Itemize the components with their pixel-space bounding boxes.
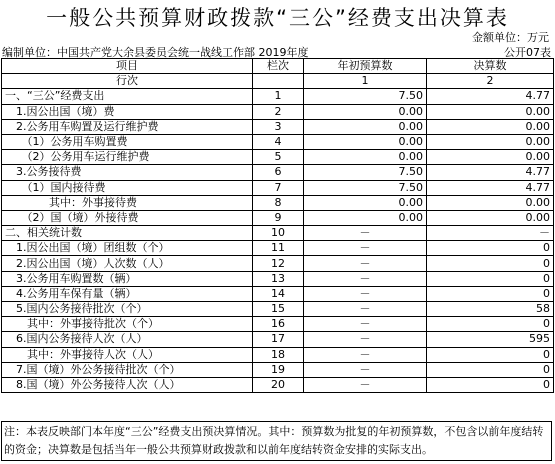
row-budget-cell: －: [304, 302, 427, 317]
row-budget-cell: 7.50: [304, 180, 427, 195]
row-final-cell: 0: [427, 256, 554, 271]
row-item-cell: （2）国（境）外接待费: [2, 210, 253, 225]
row-item-cell: 其中：外事接待费: [2, 195, 253, 210]
row-item-cell: 一、“三公”经费支出: [2, 89, 253, 104]
row-final-cell: 0: [427, 377, 554, 392]
row-final-cell: 0.00: [427, 104, 554, 119]
row-final-cell: 0: [427, 241, 554, 256]
row-final-cell: 0: [427, 347, 554, 362]
row-item-cell: 7.国（境）外公务接待批次（个）: [2, 362, 253, 377]
row-final-cell: 0.00: [427, 210, 554, 225]
row-number-cell: 9: [253, 210, 304, 225]
row-budget-cell: 0.00: [304, 104, 427, 119]
header-final: 决算数: [427, 59, 554, 74]
row-number-cell: 5: [253, 150, 304, 165]
row-item-cell: 1.因公出国（境）团组数（个）: [2, 241, 253, 256]
report-title: 一般公共预算财政拨款“三公”经费支出决算表: [46, 6, 509, 30]
row-item-cell: 5.国内公务接待批次（个）: [2, 302, 253, 317]
row-item-cell: 4.公务用车保有量（辆）: [2, 286, 253, 301]
row-item-cell: 2.因公出国（境）人次数（人）: [2, 256, 253, 271]
row-budget-cell: 0.00: [304, 134, 427, 149]
table-row: [2, 104, 554, 119]
row-number-cell: 6: [253, 165, 304, 180]
expenditure-table: [1, 58, 554, 393]
row-final-cell: 58: [427, 302, 554, 317]
table-row: [2, 332, 554, 347]
row-number-cell: 12: [253, 256, 304, 271]
header-item: 项目: [2, 59, 253, 74]
header-budget-number: 1: [304, 74, 427, 89]
row-budget-cell: 0.00: [304, 119, 427, 134]
header-column-number: 栏次: [253, 59, 304, 74]
table-row: [2, 377, 554, 392]
table-row: [2, 150, 554, 165]
row-final-cell: 595: [427, 332, 554, 347]
table-row: [2, 271, 554, 286]
row-number-cell: 19: [253, 362, 304, 377]
table-row: [2, 302, 554, 317]
row-final-cell: 0: [427, 362, 554, 377]
row-number-cell: 10: [253, 226, 304, 241]
row-item-cell: 2.公务用车购置及运行维护费: [2, 119, 253, 134]
row-item-cell: 8.国（境）外公务接待人次（人）: [2, 377, 253, 392]
row-budget-cell: 0.00: [304, 195, 427, 210]
row-number-cell: 13: [253, 271, 304, 286]
row-budget-cell: －: [304, 362, 427, 377]
row-budget-cell: －: [304, 271, 427, 286]
row-budget-cell: －: [304, 347, 427, 362]
row-number-cell: 2: [253, 104, 304, 119]
row-item-cell: （1）国内接待费: [2, 180, 253, 195]
row-budget-cell: －: [304, 256, 427, 271]
table-row: [2, 317, 554, 332]
row-final-cell: 0.00: [427, 150, 554, 165]
header-final-number: 2: [427, 74, 554, 89]
row-item-cell: （2）公务用车运行维护费: [2, 150, 253, 165]
row-final-cell: 4.77: [427, 165, 554, 180]
table-row: [2, 119, 554, 134]
row-number-cell: 14: [253, 286, 304, 301]
row-number-cell: 16: [253, 317, 304, 332]
row-budget-cell: －: [304, 226, 427, 241]
table-row: [2, 180, 554, 195]
row-budget-cell: 7.50: [304, 165, 427, 180]
row-final-cell: 0: [427, 286, 554, 301]
row-final-cell: 0.00: [427, 134, 554, 149]
table-row: [2, 89, 554, 104]
row-final-cell: 4.77: [427, 89, 554, 104]
row-budget-cell: －: [304, 317, 427, 332]
table-row: [2, 256, 554, 271]
table-row: [2, 210, 554, 225]
row-number-cell: 20: [253, 377, 304, 392]
row-number-cell: 17: [253, 332, 304, 347]
row-item-cell: （1）公务用车购置费: [2, 134, 253, 149]
table-row: [2, 134, 554, 149]
row-budget-cell: 7.50: [304, 89, 427, 104]
row-final-cell: 0: [427, 317, 554, 332]
header-budget: 年初预算数: [304, 59, 427, 74]
row-number-cell: 8: [253, 195, 304, 210]
table-row: [2, 241, 554, 256]
table-row: [2, 286, 554, 301]
row-item-cell: 3.公务用车购置数（辆）: [2, 271, 253, 286]
table-body: [2, 59, 554, 393]
row-number-cell: 4: [253, 134, 304, 149]
row-number-cell: 1: [253, 89, 304, 104]
amount-unit: 金额单位：万元: [472, 31, 549, 44]
row-budget-cell: 0.00: [304, 150, 427, 165]
row-final-cell: 4.77: [427, 180, 554, 195]
row-item-cell: 1.因公出国（境）费: [2, 104, 253, 119]
row-budget-cell: －: [304, 377, 427, 392]
row-number-cell: 18: [253, 347, 304, 362]
table-row: [2, 195, 554, 210]
header-row: [2, 59, 554, 74]
row-item-cell: 其中：外事接待批次（个）: [2, 317, 253, 332]
row-number-cell: 15: [253, 302, 304, 317]
row-budget-cell: －: [304, 286, 427, 301]
header-index-row: [2, 74, 554, 89]
header-row-label: 行次: [2, 74, 253, 89]
row-final-cell: －: [427, 226, 554, 241]
row-item-cell: 3.公务接待费: [2, 165, 253, 180]
row-number-cell: 3: [253, 119, 304, 134]
header-blank: [253, 74, 304, 89]
row-number-cell: 11: [253, 241, 304, 256]
row-item-cell: 其中：外事接待人次（人）: [2, 347, 253, 362]
row-item-cell: 二、相关统计数: [2, 226, 253, 241]
table-row: [2, 226, 554, 241]
table-code: 公开07表: [504, 46, 551, 59]
footnote: 注：本表反映部门本年度“三公”经费支出预决算情况。其中：预算数为批复的年初预算数，不包含以前年度结转的资金；决算数是包括当年一般公共预算财政拨款和以前年度结转资金安排的实际支出。: [1, 421, 552, 461]
organization-line: 编制单位：中国共产党大余县委员会统一战线工作部 2019年度: [2, 46, 309, 59]
table-row: [2, 347, 554, 362]
row-final-cell: 0.00: [427, 119, 554, 134]
table-row: [2, 362, 554, 377]
row-number-cell: 7: [253, 180, 304, 195]
row-final-cell: 0.00: [427, 195, 554, 210]
row-budget-cell: 0.00: [304, 210, 427, 225]
row-budget-cell: －: [304, 241, 427, 256]
table-row: [2, 165, 554, 180]
row-budget-cell: －: [304, 332, 427, 347]
row-final-cell: 0: [427, 271, 554, 286]
row-item-cell: 6.国内公务接待人次（人）: [2, 332, 253, 347]
